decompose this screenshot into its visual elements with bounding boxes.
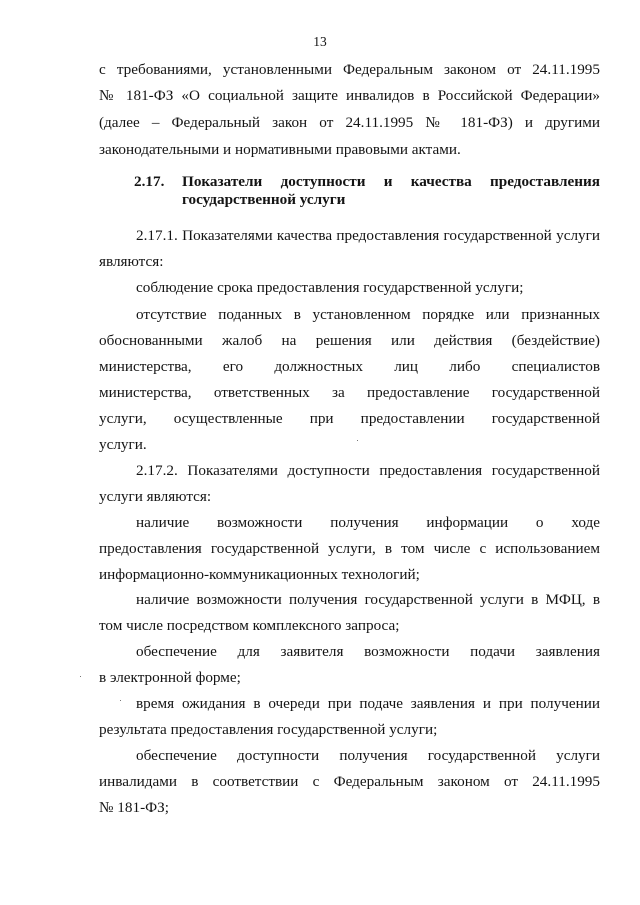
text-line: инвалидами в соответствии с Федеральным законом от 24.11.1995 [99, 773, 600, 790]
text-line: наличие возможности получения государственной услуги в МФЦ, в [136, 591, 600, 608]
text-line: том числе посредством комплексного запроса; [99, 617, 400, 634]
text-line: предоставления государственной услуги, в том числе с использованием [99, 540, 600, 557]
text-line: услуги являются: [99, 488, 212, 505]
text-line: с требованиями, установленными Федеральным законом от 24.11.1995 [99, 61, 600, 78]
scan-speck [120, 700, 121, 701]
text-line: наличие возможности получения информации о ходе [136, 514, 600, 531]
text-line: № 181-ФЗ; [99, 799, 169, 816]
text-line: результата предоставления государственной услуги; [99, 721, 438, 738]
text-line: время ожидания в очереди при подаче заявления и при получении [136, 695, 600, 712]
text-line: являются: [99, 253, 164, 270]
scan-speck [357, 440, 358, 441]
text-line: в электронной форме; [99, 669, 241, 686]
section-number: 2.17. [134, 173, 165, 190]
text-line: отсутствие поданных в установленном порядке или признанных [136, 306, 600, 323]
section-title-line: государственной услуги [182, 191, 346, 208]
text-line: № 181-ФЗ «О социальной защите инвалидов в Российской Федерации» [99, 87, 600, 104]
text-line: обеспечение для заявителя возможности подачи заявления [136, 643, 600, 660]
page-number: 13 [313, 34, 327, 49]
section-title-line: Показатели доступности и качества предоставления [182, 173, 600, 190]
text-line: 2.17.1. Показателями качества предоставления государственной услуги [136, 227, 600, 244]
text-line: обеспечение доступности получения государственной услуги [136, 747, 600, 764]
text-line: (далее – Федеральный закон от 24.11.1995 № 181-ФЗ) и другими [99, 114, 600, 131]
text-line: министерства, ответственных за предоставление государственной [99, 384, 600, 401]
scan-speck [80, 676, 81, 677]
text-line: услуги, осуществленные при предоставлении государственной [99, 410, 600, 427]
text-line: законодательными и нормативными правовыми актами. [99, 141, 461, 158]
text-line: информационно-коммуникационных технологий; [99, 566, 420, 583]
text-line: 2.17.2. Показателями доступности предоставления государственной [136, 462, 600, 479]
text-line: министерства, его должностных лиц либо специалистов [99, 358, 600, 375]
text-line: услуги. [99, 436, 147, 453]
text-line: соблюдение срока предоставления государственной услуги; [136, 279, 524, 296]
text-line: обоснованными жалоб на решения или действия (бездействие) [99, 332, 600, 349]
